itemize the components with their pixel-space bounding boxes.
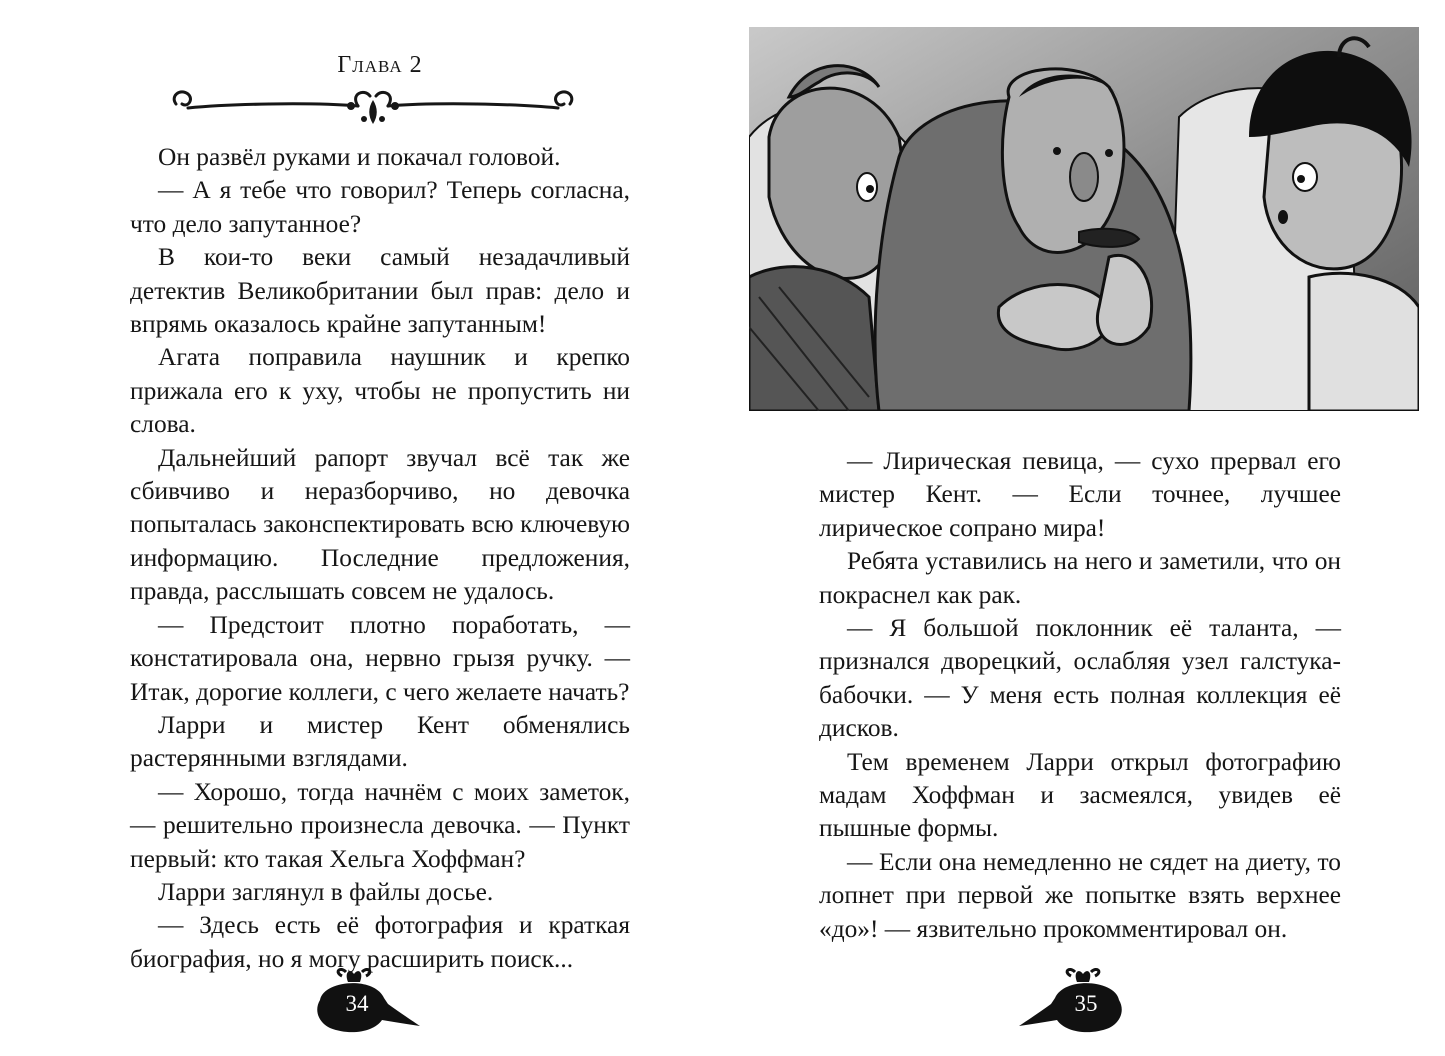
paragraph: Ребята уставились на него и заметили, что он покраснел как рак.: [819, 547, 1341, 609]
page-number-badge: [1019, 962, 1149, 1056]
chapter-heading: Глава 2: [337, 52, 423, 78]
paragraph: Дальнейший рапорт звучал всё так же сбивчиво и неразборчиво, но девочка попыталась законспектировать всю ключевую информацию. Последние предложения, правда, расслышать совсем не удалось.: [130, 443, 630, 606]
paragraph: Ларри и мистер Кент обменялись растерянными взглядами.: [130, 710, 630, 773]
page-number: 34: [345, 991, 369, 1016]
right-page: [722, 0, 1445, 1056]
illustration: [749, 27, 1419, 411]
paragraph: — Предстоит плотно поработать, — констатировала она, нервно грызя ручку. — Итак, дорогие коллеги, с чего желаете начать?: [130, 610, 630, 706]
paragraph: — Если она немедленно не сядет на диету, то лопнет при первой же попытке взять верхнее «до»! — язвительно прокомментировал он.: [819, 847, 1341, 943]
paragraph: Ларри заглянул в файлы досье.: [158, 877, 494, 906]
page-number-badge: [290, 962, 420, 1056]
page-number: 35: [1074, 991, 1098, 1016]
paragraph: — Здесь есть её фотография и краткая биография, но я могу расширить поиск...: [130, 911, 630, 973]
paragraph: Он развёл руками и покачал головой.: [158, 143, 561, 171]
paragraph: — Хорошо, тогда начнём с моих заметок, — решительно произнесла девочка. — Пункт первый: кто такая Хельга Хоффман?: [130, 777, 630, 873]
paragraph: — Лирическая певица, — сухо прервал его мистер Кент. — Если точнее, лучшее лирическое сопрано мира!: [819, 447, 1341, 542]
paragraph: — А я тебе что говорил? Теперь согласна, что дело запутанное?: [130, 176, 630, 238]
chapter-ornament: [168, 86, 578, 130]
paragraph: — Я большой поклонник её таланта, — признался дворецкий, ослабляя узел галстука-бабочки. — У меня есть полная коллекция её дисков.: [819, 614, 1341, 743]
left-page: [0, 0, 722, 1056]
right-page-text: [819, 445, 1341, 946]
paragraph: Тем временем Ларри открыл фотографию мадам Хоффман и засмеялся, увидев её пышные формы.: [819, 747, 1341, 843]
paragraph: В кои-то веки самый незадачливый детектив Великобритании был прав: дело и впрямь оказалось крайне запутанным!: [130, 243, 630, 339]
paragraph: Агата поправила наушник и крепко прижала его к уху, чтобы не пропустить ни слова.: [130, 343, 630, 439]
left-page-text: [130, 141, 630, 976]
